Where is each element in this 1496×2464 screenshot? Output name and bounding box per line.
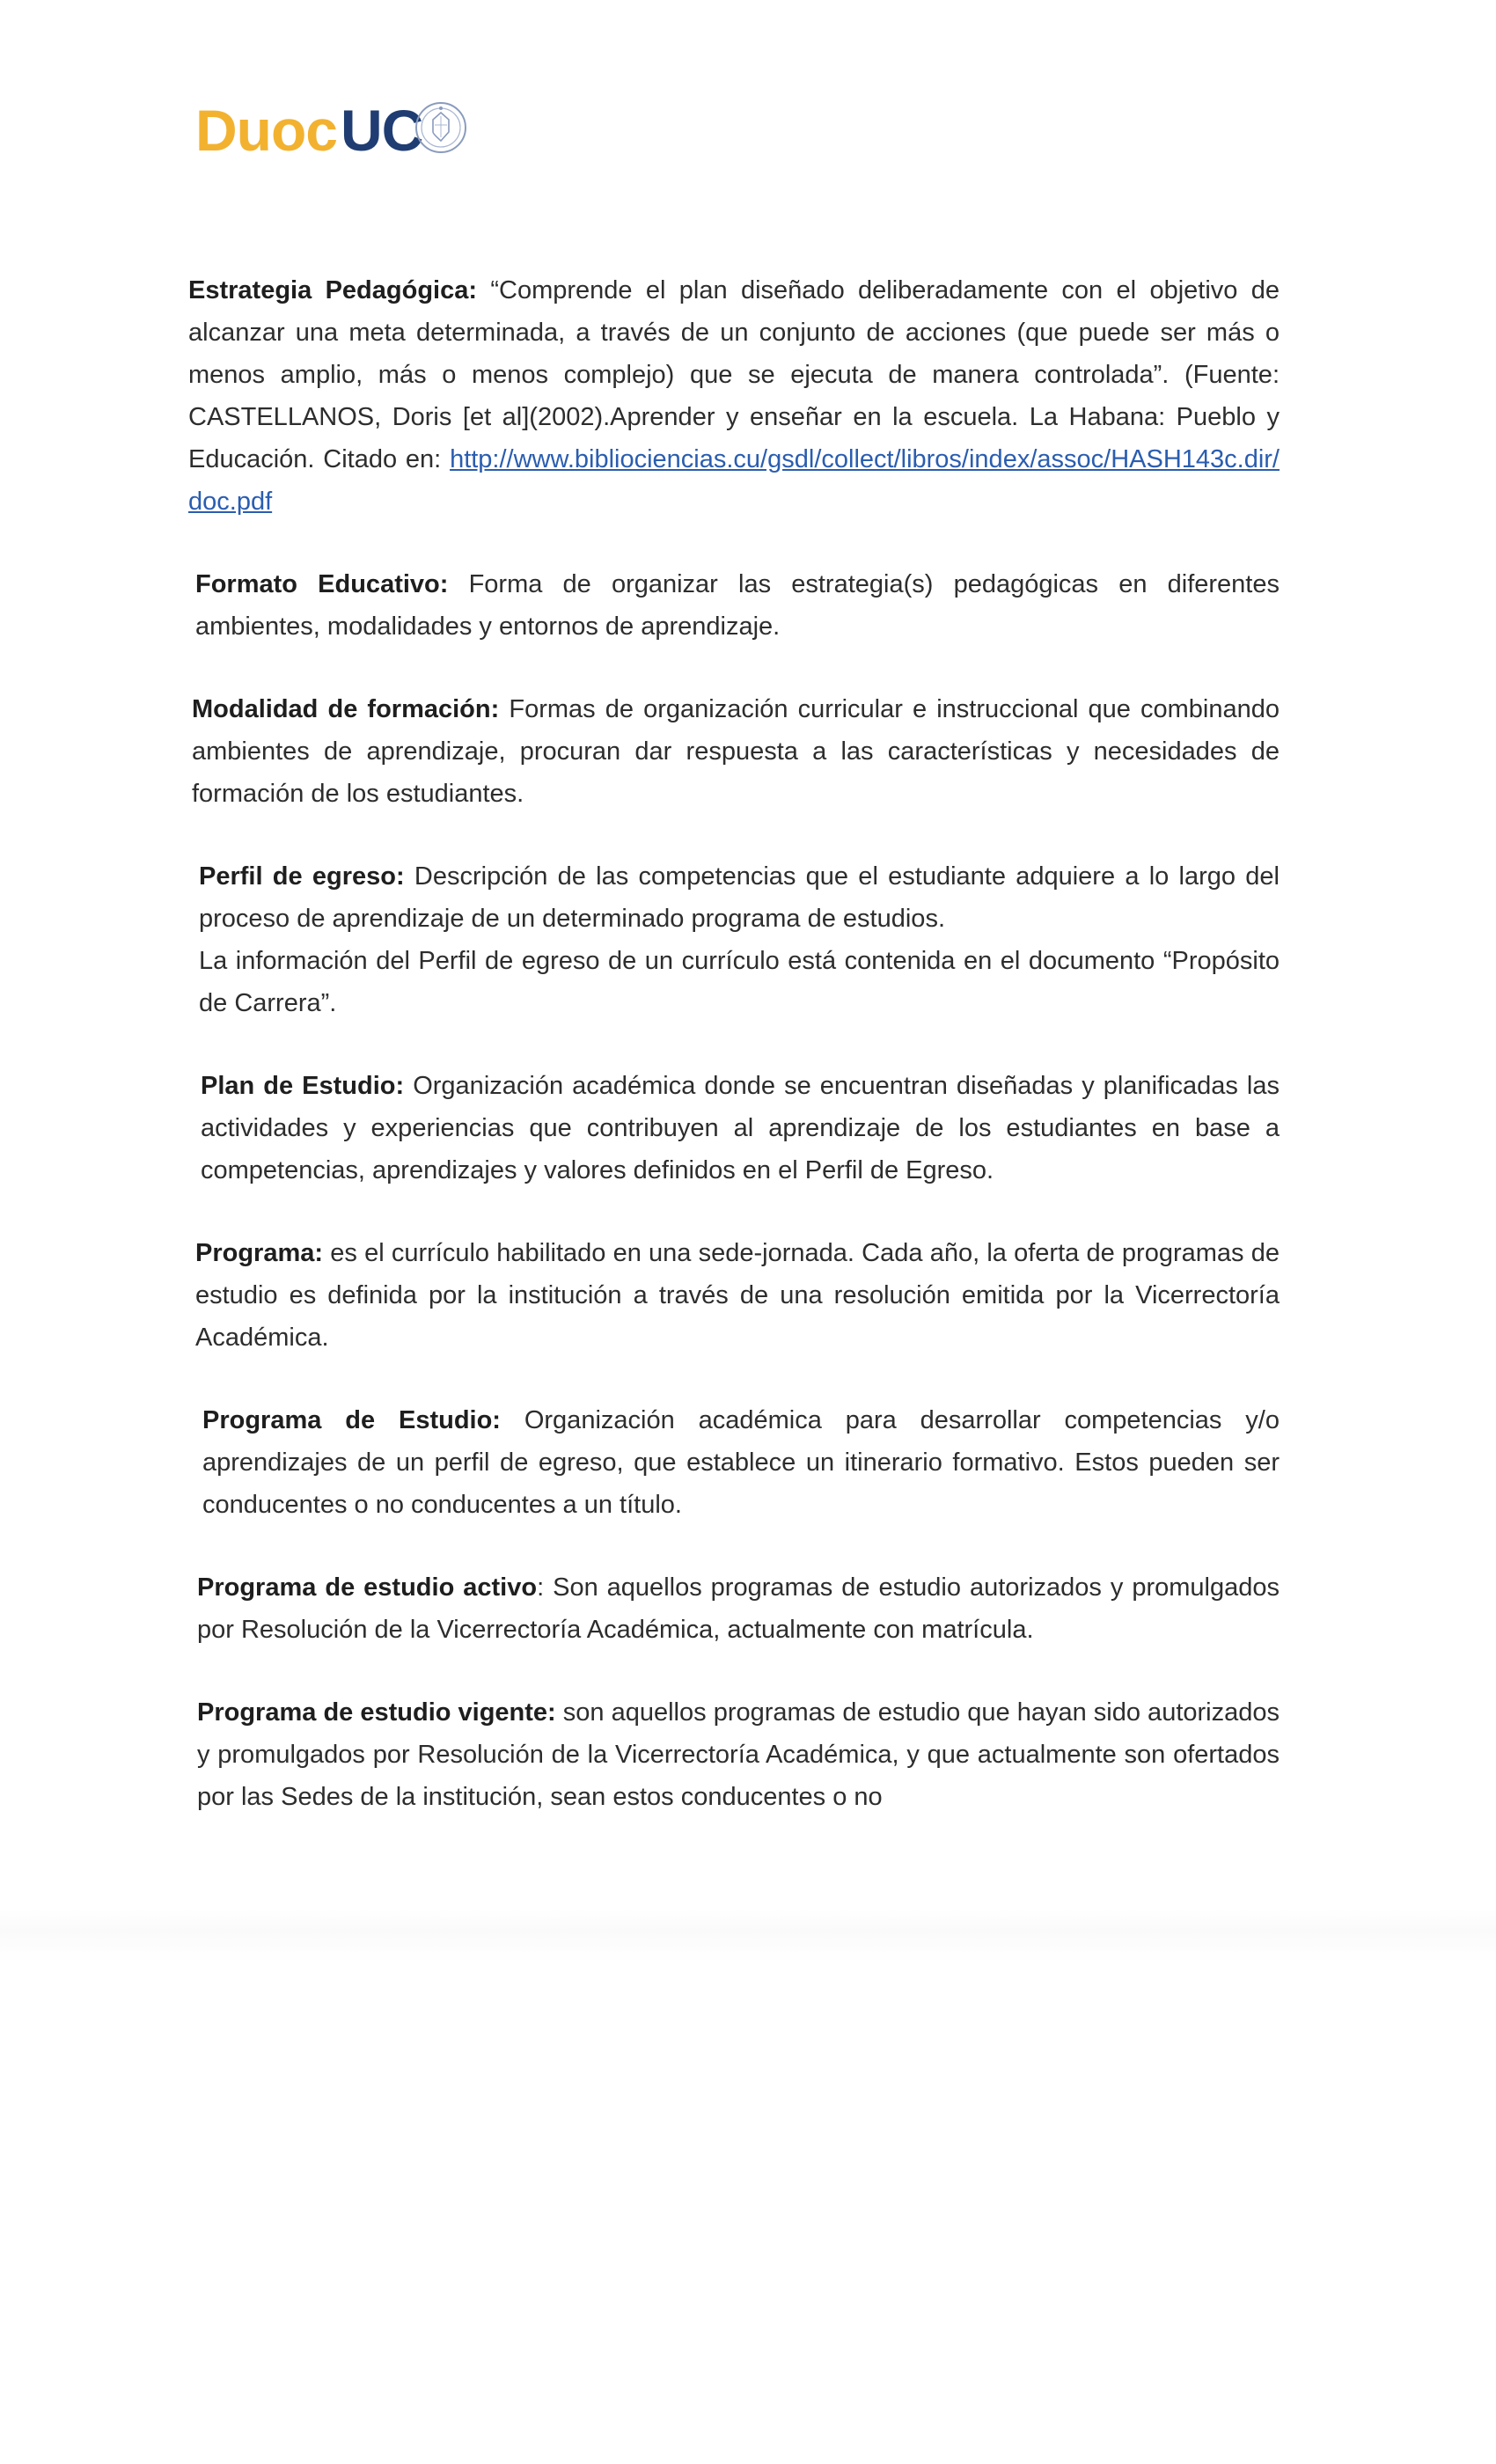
definition-text: Formas de organización curricular e instruccional que combinando ambientes de aprendizaje, procuran dar respuesta a las características y necesidades de formación de los estudiantes. [192, 695, 1280, 808]
entry-programa-de-estudio-vigente [197, 1691, 1280, 1818]
entry-formato-educativo [195, 563, 1280, 648]
definition-text: Forma de organizar las estrategia(s) pedagógicas en diferentes ambientes, modalidades y entornos de aprendizaje. [195, 570, 1280, 641]
term-label: Plan de Estudio: [201, 1072, 405, 1100]
entry-programa-de-estudio [202, 1399, 1280, 1526]
term-label: Estrategia Pedagógica: [188, 276, 478, 304]
definition-text: Descripción de las competencias que el estudiante adquiere a lo largo del proceso de aprendizaje de un determinado programa de estudios. [199, 862, 1280, 933]
duoc-uc-logo [195, 95, 468, 165]
term-label: Programa: [195, 1239, 324, 1267]
definition-text: Organización académica para desarrollar competencias y/o aprendizajes de un perfil de egreso, que establece un itinerario formativo. Estos pueden ser conducentes o no conducentes a un título. [202, 1406, 1280, 1519]
entry-estrategia-pedagogica [188, 269, 1280, 523]
logo-uc-text: UC [341, 98, 423, 163]
entry-modalidad-de-formacion [192, 688, 1280, 815]
definition-text: Organización académica donde se encuentran diseñadas y planificadas las actividades y experiencias que contribuyen al aprendizaje de los estudiantes en base a competencias, aprendizajes y valores definidos en el Perfil de Egreso. [201, 1072, 1280, 1184]
entry-programa-de-estudio-activo [197, 1566, 1280, 1651]
definition-text: son aquellos programas de estudio que hayan sido autorizados y promulgados por Resolución de la Vicerrectoría Académica, y que actualmente son ofertados por las Sedes de la institución, sean estos conducentes o no [197, 1698, 1280, 1811]
university-seal-icon [414, 100, 468, 155]
definition-text: es el currículo habilitado en una sede-jornada. Cada año, la oferta de programas de estudio es definida por la institución a través de una resolución emitida por la Vicerrectoría Académica. [195, 1239, 1280, 1352]
glossary-content [188, 269, 1280, 1859]
definition-text-secondary: La información del Perfil de egreso de un currículo está contenida en el documento “Propósito de Carrera”. [199, 947, 1280, 1017]
term-label: Modalidad de formación: [192, 695, 500, 723]
entry-programa [195, 1232, 1280, 1359]
definition-text: “Comprende el plan diseñado deliberadamente con el objetivo de alcanzar una meta determinada, a través de un conjunto de acciones (que puede ser más o menos amplio, más o menos complejo) que se ejecuta de manera controlada”. (Fuente: CASTELLANOS, Doris [et al](2002).Aprender y enseñar en la escuela. La Habana: Pueblo y Educación. Citado en: [188, 276, 1280, 473]
term-label: Formato Educativo: [195, 570, 449, 598]
definition-text: : Son aquellos programas de estudio autorizados y promulgados por Resolución de la Vicerrectoría Académica, actualmente con matrícula. [197, 1573, 1280, 1644]
term-label: Programa de Estudio: [202, 1406, 501, 1434]
logo-duoc-text: Duoc [195, 98, 337, 163]
entry-perfil-de-egreso [199, 855, 1280, 1024]
term-label: Programa de estudio activo [197, 1573, 538, 1602]
scan-shading [0, 1910, 1496, 1962]
term-label: Perfil de egreso: [199, 862, 405, 891]
source-link[interactable]: http://www.bibliociencias.cu/gsdl/collect/libros/index/assoc/HASH143c.dir/doc.pdf [188, 445, 1280, 516]
term-label: Programa de estudio vigente: [197, 1698, 556, 1727]
entry-plan-de-estudio [201, 1065, 1280, 1192]
